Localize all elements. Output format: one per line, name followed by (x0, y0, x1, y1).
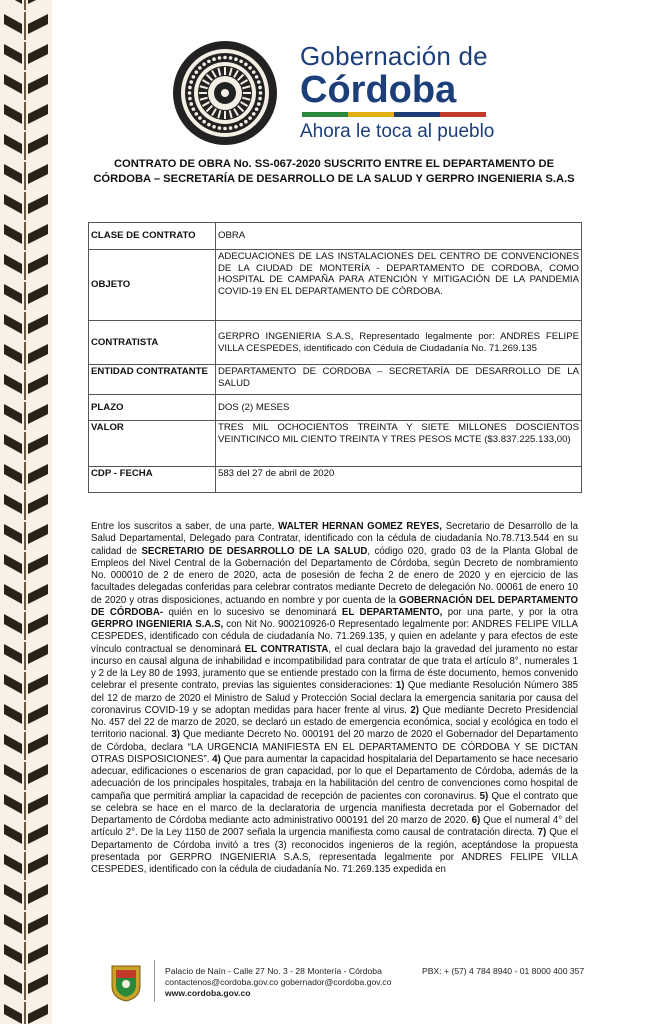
table-row (89, 321, 582, 365)
body-bold-run: GERPRO INGENIERIA S.A.S, (91, 619, 224, 630)
body-text-run: con Nit No. 900210926-0 Representado legalmente por: ANDRES FELIPE VILLA CESPEDES, identificado con cédula de ciudadanía No. 71.269.135, y quien en adelante y para efectos de este vínculo contractual se denominará (91, 619, 578, 655)
footer-emails: contactenos@cordoba.gov.co gobernador@cordoba.gov.co (165, 977, 392, 987)
body-text-run: Que para aumentar la capacidad hospitalaria del Departamento se hace necesario adecuar, edificaciones o escenarios de gran capacidad, por lo que el Departamento de Córdoba, además de la adecuación de los principales hospitales, trabaja en la habilitación del centro de convenciones como hospital de campaña que permitirá ampliar la capacidad de recepción de pacientes con coronavirus. (91, 753, 578, 802)
table-row (89, 365, 582, 395)
logo-line-cordoba: Córdoba (300, 69, 457, 111)
body-bold-run: WALTER HERNAN GOMEZ REYES, (278, 521, 442, 532)
body-bold-run: 6) (471, 815, 481, 826)
body-bold-run: 5) (479, 790, 489, 802)
row-label: OBJETO (89, 250, 216, 321)
row-value: 583 del 27 de abril de 2020 (216, 467, 582, 493)
body-bold-run: SECRETARIO DE DESARROLLO DE LA SALUD (141, 545, 368, 557)
body-text-run: Que el numeral 4° del artículo 2°. De la Ley 1150 de 2007 señala la urgencia manifiesta como causal de contratación directa. (91, 815, 578, 839)
row-label: CONTRATISTA (89, 321, 216, 365)
row-value: OBRA (216, 223, 582, 250)
row-label: CLASE DE CONTRATO (89, 223, 216, 250)
decorative-border (0, 0, 52, 1024)
footer-divider (154, 960, 155, 1002)
contract-title: CONTRATO DE OBRA No. SS-067-2020 SUSCRITO ENTRE EL DEPARTAMENTO DE CÓRDOBA – SECRETARÍA DE DESARROLLO DE LA SALUD Y GERPRO INGENIERIA S.A.S (93, 158, 575, 185)
body-bold-run: 7) (537, 827, 547, 839)
body-bold-run: 4) (212, 753, 221, 765)
body-bold-run: EL DEPARTAMENTO, (341, 606, 443, 618)
footer-phone: PBX: + (57) 4 784 8940 - 01 8000 400 357 (422, 966, 585, 976)
row-label: ENTIDAD CONTRATANTE (89, 365, 216, 395)
body-bold-run: GOBERNACIÓN DEL DEPARTAMENTO DE CÓRDOBA- (91, 594, 578, 618)
row-label: VALOR (89, 421, 216, 467)
body-text-run: Que mediante Decreto No. 000191 del 20 marzo de 2020 el Gobernador del Departamento de Córdoba, declara “LA URGENCIA MANIFIESTA EN EL DEPARTAMENTO DE CÓRDOBA Y SE DICTAN OTRAS DISPOSICIONES”. (91, 729, 578, 765)
table-row (89, 421, 582, 467)
page-footer (110, 958, 610, 1004)
gobernacion-logo (168, 40, 498, 150)
table-row (89, 223, 582, 250)
row-label: PLAZO (89, 395, 216, 421)
footer-website: www.cordoba.gov.co (165, 988, 251, 998)
body-bold-run: 3) (171, 729, 180, 741)
row-value: DOS (2) MESES (216, 395, 582, 421)
color-bar-yellow (348, 112, 394, 117)
row-value: GERPRO INGENIERIA S.A.S, Representado legalmente por: ANDRES FELIPE VILLA CESPEDES, identificado con Cédula de Ciudadanía No. 71.269.135 (216, 321, 582, 365)
body-text-run: Que el contrato que se celebra se hace en el marco de la declaratoria de urgencia manifiesta decretada por el Gobernador del Departamento de Córdoba mediante acto administrativo 000191 del 20 marzo de 2020. (91, 790, 578, 826)
row-value: DEPARTAMENTO DE CORDOBA – SECRETARÍA DE DESARROLLO DE LA SALUD (216, 365, 582, 395)
table-row (89, 467, 582, 493)
logo-slogan: Ahora le toca al pueblo (300, 121, 495, 142)
cordoba-seal-icon (172, 40, 278, 146)
body-bold-run: 1) (395, 680, 405, 692)
body-bold-run: EL CONTRATISTA (244, 643, 329, 655)
row-label: CDP - FECHA (89, 467, 216, 493)
body-text-run: Que mediante Resolución Número 385 del 12 de marzo de 2020 el Ministro de Salud y Protección Social declara la emergencia sanitaria por causa del coronavirus COVID-19 y se adoptan medidas para hacer frente al virus. (91, 680, 579, 716)
contract-info-table (88, 222, 582, 493)
row-value: TRES MIL OCHOCIENTOS TREINTA Y SIETE MILLONES DOSCIENTOS VEINTICINCO MIL CIENTO TREINTA Y TRES PESOS MCTE ($3.837.225.133,00) (216, 421, 582, 467)
body-text-run: Entre los suscritos a saber, de una parte, (91, 521, 279, 532)
department-shield-icon (110, 964, 142, 1002)
body-text-run: quién en lo sucesivo se denominará (163, 606, 342, 618)
body-text-run: Que el Departamento de Córdoba invitó a tres (3) reconocidos ingenieros de la región, aceptándose la propuesta presentada por GERPRO INGENIERIA S.A.S, representada legalmente por ANDRES FELIPE VILLA CESPEDES, identificado con la cédula de ciudadanía No. 71.269.135 expedida en (91, 827, 578, 875)
body-text-run: por una parte, y por la otra (442, 606, 578, 618)
color-bar-red (440, 112, 486, 117)
logo-color-bar (302, 112, 486, 117)
logo-line-gobernacion: Gobernación de (300, 41, 488, 71)
row-value: ADECUACIONES DE LAS INSTALACIONES DEL CENTRO DE CONVENCIONES DE LA CIUDAD DE MONTERÍA - DEPARTAMENTO DE CORDOBA, COMO HOSPITAL DE CAMPAÑA PARA ATENCIÓN Y MITIGACIÓN DE LA PANDEMIA COVID-19 EN EL DEPARTAMENTO DE CÓRDOBA. (216, 250, 582, 321)
color-bar-blue (394, 112, 440, 117)
body-bold-run: 2) (410, 704, 420, 716)
table-row (89, 395, 582, 421)
color-bar-green (302, 112, 348, 117)
footer-address: Palacio de Naín - Calle 27 No. 3 - 28 Montería - Córdoba (165, 966, 382, 976)
body-text-run: , código 020, grado 03 de la Planta Global de Empleos del Nivel Central de la Gobernación del Departamento de Córdoba, según Decreto de nombramiento No. 000010 de 2 de enero de 2020, acta de posesión de fecha 2 de enero de 2020 y en ejercicio de las facultades delegadas conferidas para celebrar contratos mediante Decreto de delegación No. 00061 de enero 10 de 2020 y otras disposiciones, actuando en nombre y por cuenta de la (91, 545, 579, 606)
table-row (89, 250, 582, 321)
body-text-run: Que mediante Decreto Presidencial No. 457 del 22 de marzo de 2020, se declaró un estado de emergencia económica, social y ecológica en todo el territorio nacional. (91, 704, 578, 741)
contract-body-paragraph (91, 521, 578, 876)
body-text-run: , el cual declara bajo la gravedad del juramento no estar incurso en causal alguna de inhabilidad e incompatibilidad para contratar de que trata el artículo 8°, numerales 1 y 2 de la Ley 80 de 1993, juramento que se entiende prestado con la firma de éste documento, hemos convenido celebrar el presente contrato, previas las siguientes consideraciones: (91, 643, 578, 692)
body-text-run: Secretario de Desarrollo de la Salud Departamental, Delegado para Contratar, identificado con la cédula de ciudadanía No.78.713.544 en su calidad de (91, 521, 579, 557)
